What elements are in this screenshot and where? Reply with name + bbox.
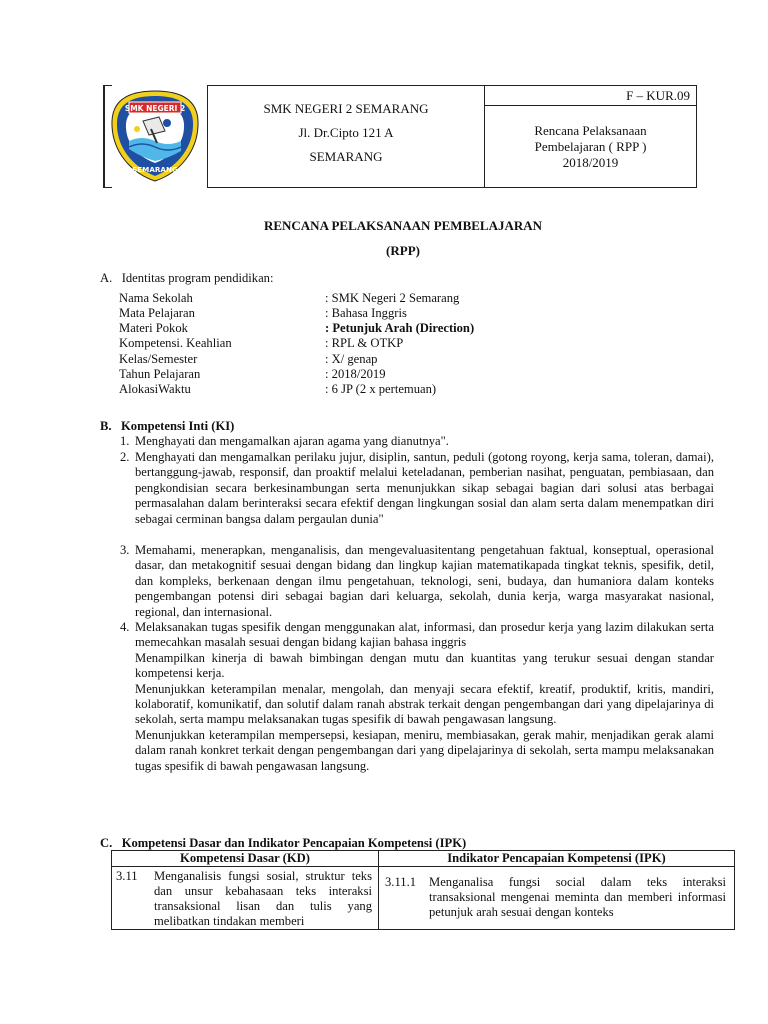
ki-paragraph: Memahami, menerapkan, menganalisis, dan mengevaluasitentang pengetahuan faktual, konseptual, operasional dasar, dan metakognitif sesuai dengan bidang dan lingkup kajian matematikapada tingkat teknis, spesifik, detil, dan kompleks, berkenaan dengan ilmu pengetahuan, teknologi, seni, budaya, dan humaniora dalam konteks pengembangan potensi diri sebagai bagian dari keluarga, sekolah, dunia kerja, warga masyarakat nasional, regional, dan internasional.	[135, 543, 714, 619]
ki-number: 2.	[120, 450, 130, 464]
section-c-heading: C. Kompetensi Dasar dan Indikator Pencapaian Kompetensi (IPK)	[100, 836, 467, 850]
ki-paragraph: Menunjukkan keterampilan menalar, mengolah, dan menyaji secara efektif, kreatif, produktif, kritis, mandiri, kolaboratif, komunikatif, dan solutif dalam ranah abstrak terkait dengan pengembangan dari yang dipelajarinya di sekolah, serta mampu melaksanakan tugas spesifik di bawah pengawasan langsung.	[135, 681, 714, 727]
ki-paragraph: Menampilkan kinerja di bawah bimbingan dengan mutu dan kuantitas yang terukur sesuai dengan standar kompetensi kerja.	[135, 650, 714, 681]
kd-number: 3.11	[116, 869, 138, 883]
identity-value: : 6 JP (2 x pertemuan)	[325, 382, 437, 396]
section-a-heading: A. Identitas program pendidikan:	[100, 271, 274, 285]
kd-text: Menganalisis fungsi sosial, struktur teks dan unsur kebahasaan teks interaksi transaksional lisan dan tulis yang melibatkan tindakan memberi	[154, 869, 372, 928]
ki-number: 1.	[120, 434, 130, 448]
identity-row	[119, 291, 679, 306]
ki-item	[120, 450, 714, 527]
doc-type-line1: Rencana Pelaksanaan	[534, 123, 647, 138]
identity-label: Materi Pokok	[119, 321, 188, 335]
ipk-text: Menganalisa fungsi social dalam teks interaksi transaksional mengenai meminta dan memberi informasi petunjuk arah sesuai dengan konteks	[429, 875, 726, 919]
ki-paragraph: Menghayati dan mengamalkan perilaku jujur, disiplin, santun, peduli (gotong royong, kerja sama, toleran, damai), bertanggung-jawab, responsif, dan proaktif melalui keteladanan, pemberian nasihat, penguatan, pembiasaan, dan pengkondisian secara berkesinambungan serta menunjukkan sikap sebagai bagian dari solusi atas berbagai permasalahan dalam berinteraksi secara efektif dengan lingkungan sosial dan alam serta dalam menempatkan diri sebagai cerminan bangsa dalam pergaulan dunia"	[135, 450, 714, 526]
ki-item	[120, 434, 714, 449]
identity-label: Nama Sekolah	[119, 291, 193, 305]
table-header-row	[112, 851, 735, 867]
ki-number: 3.	[120, 543, 130, 557]
page-title: RENCANA PELAKSANAAN PEMBELAJARAN	[263, 218, 543, 233]
school-city: SEMARANG	[309, 149, 383, 164]
identity-row	[119, 321, 679, 336]
ipk-number: 3.11.1	[385, 875, 417, 889]
ki-item	[120, 620, 714, 774]
school-name: SMK NEGERI 2 SEMARANG	[263, 101, 429, 116]
header-border-tick	[103, 85, 112, 86]
identity-label: Tahun Pelajaran	[119, 367, 201, 381]
identity-row	[119, 352, 679, 367]
header-border-tick	[103, 187, 112, 188]
identity-value: : SMK Negeri 2 Semarang	[325, 291, 460, 305]
identity-label: Mata Pelajaran	[119, 306, 195, 320]
header-divider-code	[484, 105, 697, 106]
ki-paragraph: Melaksanakan tugas spesifik dengan menggunakan alat, informasi, dan prosedur kerja yang lazim dilakukan serta memecahkan masalah sesuai dengan bidang kajian bahasa inggris	[135, 620, 714, 650]
identity-label: Kelas/Semester	[119, 352, 198, 366]
identity-value: : RPL & OTKP	[325, 336, 404, 350]
header-border-top	[207, 85, 697, 86]
ipk-cell	[379, 867, 735, 930]
logo-ring-text: SEMARANG	[132, 165, 178, 174]
identity-value: : Bahasa Inggris	[325, 306, 407, 320]
ki-number: 4.	[120, 620, 130, 634]
ki-paragraph: Menghayati dan mengamalkan ajaran agama yang dianutnya".	[135, 434, 449, 448]
identity-value: : X/ genap	[325, 352, 378, 366]
identity-row	[119, 336, 679, 351]
column-header-ipk: Indikator Pencapaian Kompetensi (IPK)	[379, 851, 735, 867]
doc-type-line2: Pembelajaran ( RPP )	[534, 139, 647, 154]
header-border-bottom	[207, 187, 697, 188]
logo-banner-text: SMK NEGERI 2	[124, 104, 186, 113]
header-divider-logo	[207, 85, 208, 188]
identity-row	[119, 367, 679, 382]
doc-year: 2018/2019	[562, 155, 619, 170]
ki-paragraph: Menunjukkan keterampilan mempersepsi, kesiapan, meniru, membiasakan, gerak mahir, menjadikan gerak alami dalam ranah konkret terkait dengan pengembangan dari yang dipelajarinya di sekolah, serta mampu melaksanakan tugas spesifik di bawah pengawasan langsung.	[135, 727, 714, 773]
document-header	[103, 85, 697, 188]
column-header-kd: Kompetensi Dasar (KD)	[112, 851, 379, 867]
identity-label: Kompetensi. Keahlian	[119, 336, 232, 350]
header-border-left	[103, 85, 105, 188]
table-row	[112, 867, 735, 930]
kd-cell	[112, 867, 379, 930]
section-b-heading: B. Kompetensi Inti (KI)	[100, 419, 235, 433]
page-subtitle: (RPP)	[386, 243, 420, 258]
identity-row	[119, 306, 679, 321]
form-code: F – KUR.09	[626, 88, 690, 103]
identity-value: : Petunjuk Arah (Direction)	[325, 321, 475, 335]
identity-label: AlokasiWaktu	[119, 382, 191, 396]
kd-ipk-table	[111, 850, 735, 930]
identity-row	[119, 382, 679, 397]
header-border-right	[696, 85, 697, 188]
school-logo	[107, 89, 203, 184]
ki-item	[120, 543, 714, 620]
identity-value: : 2018/2019	[325, 367, 386, 381]
school-address: Jl. Dr.Cipto 121 A	[298, 125, 394, 140]
